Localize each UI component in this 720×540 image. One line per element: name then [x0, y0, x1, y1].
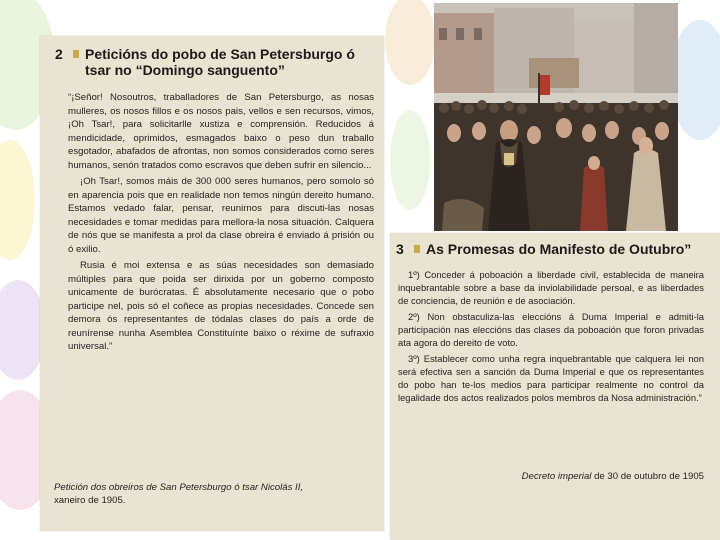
- section-number: 2: [55, 46, 63, 62]
- section-heading: [55, 46, 380, 78]
- section-title: As Promesas do Manifesto de Outubro”: [426, 241, 692, 257]
- decree-citation: [522, 471, 704, 482]
- decree-date: de 30 de outubro de 1905: [594, 471, 704, 482]
- promise-item: 3º) Establecer como unha regra inquebrantable que calquera lei non será efectiva sen a sanción da Duma Imperial e que os representantes do pobo han te-los medios para participar realmente no control da legalidade dos actos realizados polos membros da Nosa administración.”: [398, 353, 704, 403]
- promise-item: 1º) Conceder á poboación a liberdade civil, establecida de maneira inquebrantable sobre a base da inviolabilidade persoal, e as liberdades de conciencia, de reunión e de asociación.: [398, 269, 704, 306]
- petition-text: [68, 91, 374, 357]
- manifesto-text: [398, 268, 704, 407]
- section-number: 3: [396, 241, 404, 257]
- source-title: Petición dos obreiros de San Petersburgo ó tsar Nicolás II,: [54, 482, 304, 493]
- decree-title: Decreto imperial: [521, 471, 592, 482]
- source-citation: [54, 481, 374, 507]
- paragraph: “¡Señor! Nosoutros, traballadores de San Petersburgo, as nosas mulleres, os nosos fillos e os nosos pais, vellos e sen recursos, vimos, ¡Oh Tsar!, para solicitarlle xustiza e comprensión. Reducidos á mendicidade, oprimidos, esmagados baixo o peso dun traballo esgotador, abafados de afrontas, non somos considerados como seres humanos, senón tratados como escravos que deben sufrir en silencio...: [68, 92, 374, 171]
- section-heading: [396, 241, 714, 257]
- section-marker: [414, 245, 420, 253]
- paragraph: ¡Oh Tsar!, somos máis de 300 000 seres humanos, pero somolo só en aparencia pois que en realidade non temos ningún dereito humano. Estamos vedado falar, pensar, reunirnos para discuti-las nosas necesidades e tomar medidas para mellora-la nosa situación. Calquera de nós que se manifesta a prol da clase obreira é enviado á prisión ou ó exilio.: [68, 176, 374, 255]
- paragraph: Rusia é moi extensa e as súas necesidades son demasiado múltiples para que poida ser dirixida por un goberno composto unicamente de burócratas. É absolutamente necesario que o pobo participe nel, pois só el coñece as propias necesidades. Concede sen demora ós representantes de tódalas clases do país a orde de reunírense nunha Asemblea Constituínte baixo o réxime de sufraxio universal.”: [68, 260, 374, 352]
- bloody-sunday-painting: [434, 3, 678, 231]
- promise-item: 2º) Non obstaculiza-las eleccións á Duma Imperial e admiti-la participación nas eleccións das clases da poboación que foron privadas ata agora do dereito de voto.: [398, 311, 704, 348]
- painting-image: [434, 3, 678, 231]
- section-marker: [73, 50, 79, 58]
- october-manifesto-document: [390, 233, 720, 540]
- petition-document: [40, 36, 384, 531]
- section-title: Peticións do pobo de San Petersburgo ó tsar no “Domingo sanguento”: [85, 46, 355, 78]
- source-date: xaneiro de 1905.: [54, 495, 126, 506]
